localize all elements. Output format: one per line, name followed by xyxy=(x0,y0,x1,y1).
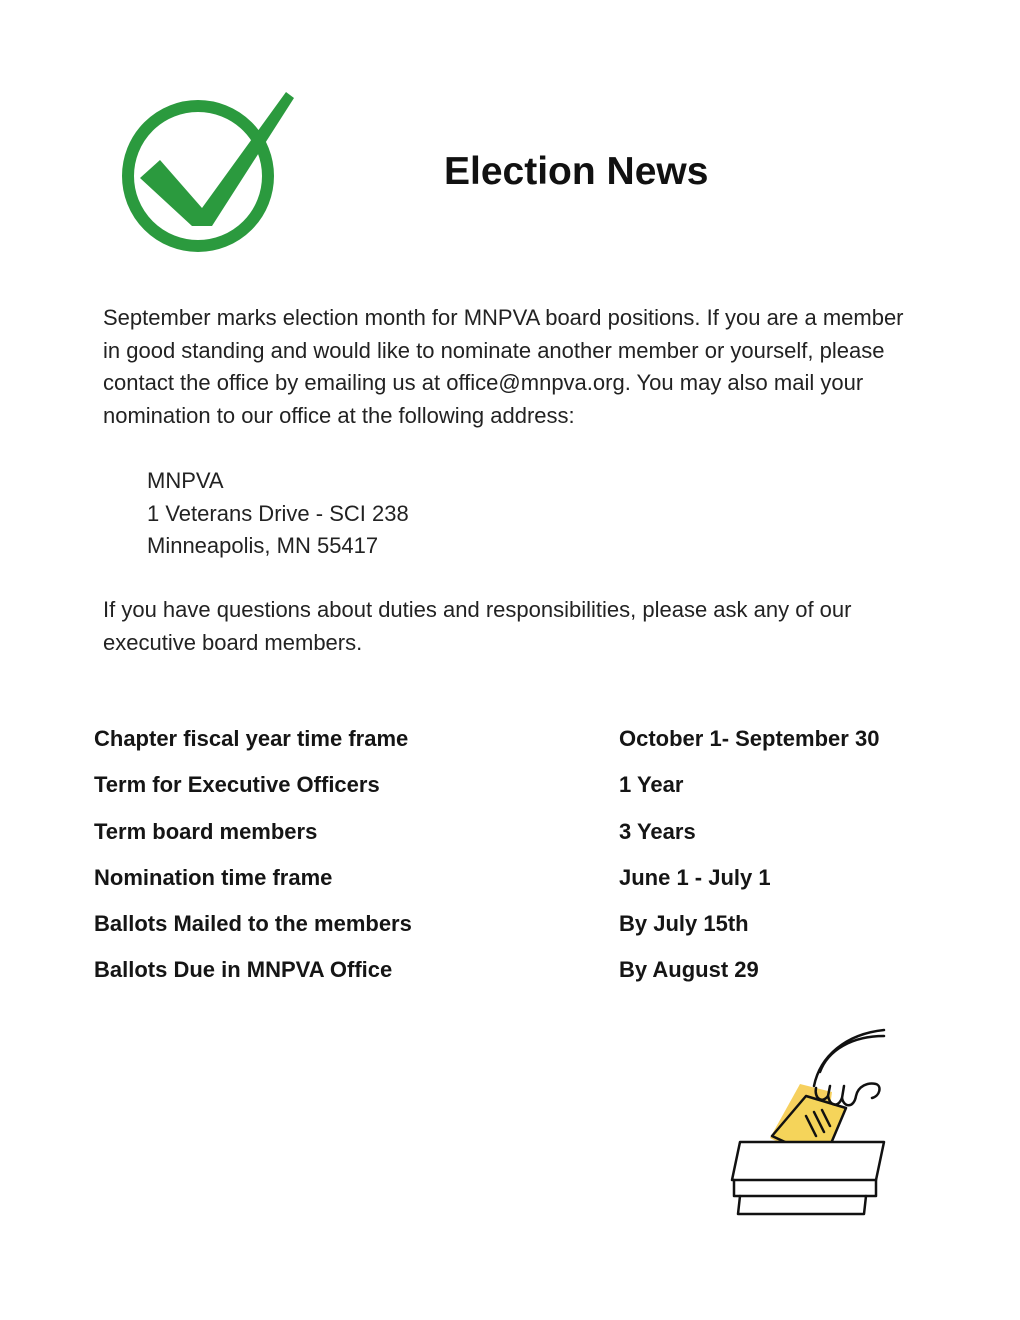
fact-row xyxy=(94,726,924,772)
ballot-box-hand-icon xyxy=(726,1026,890,1218)
green-checkmark-icon xyxy=(118,90,298,256)
address-line-1: MNPVA xyxy=(147,468,224,493)
address-line-3: Minneapolis, MN 55417 xyxy=(147,533,379,558)
questions-paragraph: If you have questions about duties and responsibilities, please ask any of our executive board members. xyxy=(103,597,852,655)
page-title: Election News xyxy=(444,150,709,193)
fact-value: 1 Year xyxy=(619,772,684,798)
fact-label: Term for Executive Officers xyxy=(94,772,380,798)
fact-value: June 1 - July 1 xyxy=(619,864,771,890)
election-facts-table xyxy=(94,726,924,1004)
address-line-2: 1 Veterans Drive - SCI 238 xyxy=(147,500,409,526)
fact-row xyxy=(94,865,924,911)
fact-value: By August 29 xyxy=(619,957,759,983)
fact-row xyxy=(94,772,924,818)
mailing-address xyxy=(147,465,409,563)
intro-paragraph: September marks election month for MNPVA board positions. If you are a member in good standing and would like to nominate another member or yourself, please contact the office by emailing us at office@mnpva.org. You may also mail your nomination to our office at the following address: xyxy=(103,305,904,428)
fact-value: 3 Years xyxy=(619,818,696,844)
fact-label: Ballots Due in MNPVA Office xyxy=(94,957,393,983)
fact-label: Nomination time frame xyxy=(94,864,333,890)
fact-row xyxy=(94,957,924,1003)
fact-label: Chapter fiscal year time frame xyxy=(94,726,409,751)
fact-label: Term board members xyxy=(94,818,318,844)
fact-value: By July 15th xyxy=(619,911,749,937)
fact-value: October 1- September 30 xyxy=(619,726,880,751)
fact-row xyxy=(94,819,924,865)
fact-row xyxy=(94,911,924,957)
fact-label: Ballots Mailed to the members xyxy=(94,911,412,937)
